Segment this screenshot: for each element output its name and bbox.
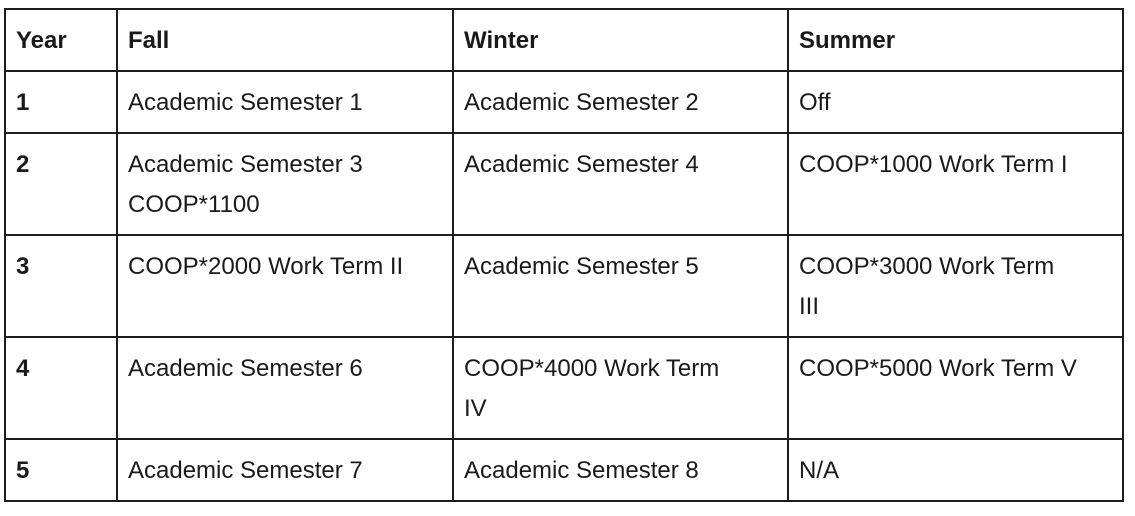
- header-fall: Fall: [117, 9, 453, 71]
- year-cell: 2: [5, 133, 117, 235]
- summer-cell: [788, 337, 1123, 439]
- table-row: [5, 439, 1123, 501]
- table-header: [5, 9, 1123, 71]
- table-row: [5, 337, 1123, 439]
- cell-line: Academic Semester 1: [128, 89, 363, 116]
- cell-line: III: [799, 293, 820, 320]
- summer-cell: [788, 133, 1123, 235]
- header-summer: Summer: [788, 9, 1123, 71]
- winter-cell: [453, 439, 788, 501]
- cell-line: Academic Semester 2: [464, 89, 699, 116]
- cell-line: COOP*1100: [128, 191, 260, 218]
- table-body: [5, 71, 1123, 501]
- cell-line: Academic Semester 4: [464, 151, 699, 178]
- cell-line: Academic Semester 5: [464, 253, 699, 280]
- cell-line: Off: [799, 89, 831, 116]
- table-row: [5, 71, 1123, 133]
- year-cell: 1: [5, 71, 117, 133]
- header-year: Year: [5, 9, 117, 71]
- cell-line: Academic Semester 6: [128, 355, 363, 382]
- cell-line: Academic Semester 7: [128, 457, 363, 484]
- summer-cell: [788, 439, 1123, 501]
- winter-cell: [453, 337, 788, 439]
- cell-line: COOP*4000 Work Term: [464, 355, 720, 382]
- cell-line: COOP*2000 Work Term II: [128, 253, 404, 280]
- summer-cell: [788, 235, 1123, 337]
- winter-cell: [453, 71, 788, 133]
- fall-cell: [117, 439, 453, 501]
- fall-cell: [117, 235, 453, 337]
- cell-line: Academic Semester 3: [128, 151, 363, 178]
- winter-cell: [453, 235, 788, 337]
- cell-line: IV: [464, 395, 487, 422]
- cell-line: COOP*3000 Work Term: [799, 253, 1055, 280]
- cell-line: N/A: [799, 457, 840, 484]
- year-cell: 5: [5, 439, 117, 501]
- year-cell: 4: [5, 337, 117, 439]
- header-winter: Winter: [453, 9, 788, 71]
- cell-line: COOP*5000 Work Term V: [799, 355, 1077, 382]
- summer-cell: [788, 71, 1123, 133]
- fall-cell: [117, 337, 453, 439]
- fall-cell: [117, 71, 453, 133]
- winter-cell: [453, 133, 788, 235]
- header-row: [5, 9, 1123, 71]
- year-cell: 3: [5, 235, 117, 337]
- cell-line: Academic Semester 8: [464, 457, 699, 484]
- cell-line: COOP*1000 Work Term I: [799, 151, 1068, 178]
- table-row: [5, 133, 1123, 235]
- table-row: [5, 235, 1123, 337]
- fall-cell: [117, 133, 453, 235]
- coop-schedule-table: [4, 8, 1124, 502]
